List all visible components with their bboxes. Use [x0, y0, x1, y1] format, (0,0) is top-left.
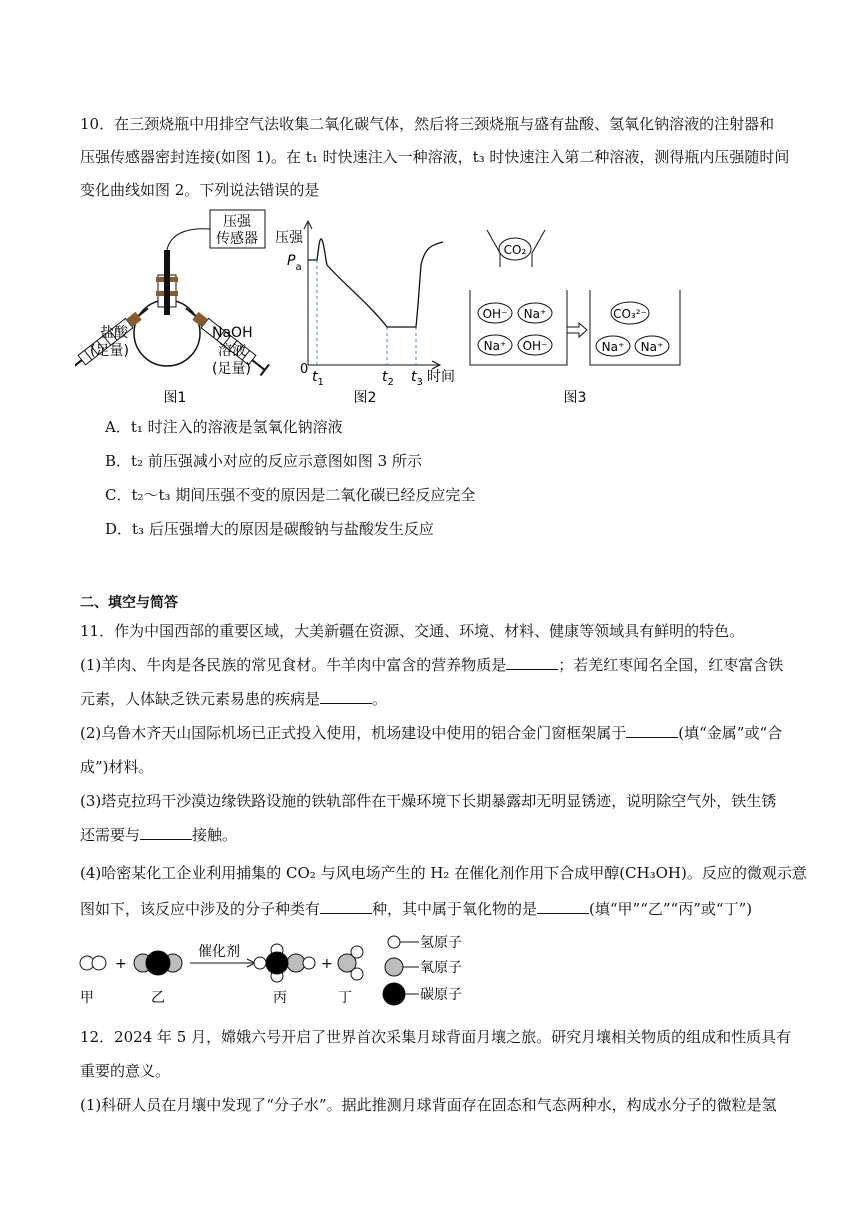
q11-part3-line1: (3)塔克拉玛干沙漠边缘铁路设施的铁轨部件在干燥环境下长期暴露却无明显锈迹，说明除空气外，铁生锈 — [80, 792, 777, 810]
x-axis-label: 时间 — [427, 369, 455, 385]
blank-disease[interactable] — [320, 689, 372, 704]
blank-molecule-count[interactable] — [320, 899, 372, 914]
option-c: C．t₂～t₃ 期间压强不变的原因是二氧化碳已经反应完全 — [105, 486, 476, 504]
option-d: D．t₃ 后压强增大的原因是碳酸钠与盐酸发生反应 — [105, 520, 434, 538]
q11-part1-line2: 元素，人体缺乏铁元素易患的疾病是 。 — [80, 690, 388, 708]
q11-part4-line2: 图如下，该反应中涉及的分子种类有 种，其中属于氧化物的是 (填“甲”“乙”“丙”或“丁”) — [80, 900, 753, 918]
figure-3-reaction — [470, 230, 680, 406]
right-label-3: (足量) — [212, 361, 251, 377]
blank-nutrient[interactable] — [506, 655, 558, 670]
label-bing: 丙 — [273, 990, 287, 1006]
section-heading: 二、填空与简答 — [80, 595, 178, 611]
right-label-2: 溶液 — [218, 343, 246, 359]
sensor-label-2: 传感器 — [216, 231, 258, 247]
blank-oxide[interactable] — [537, 899, 589, 914]
micro-reaction-diagram — [75, 930, 495, 1010]
ion-na-4-label: Na⁺ — [640, 340, 664, 354]
molecule-bing — [254, 944, 315, 982]
label-jia: 甲 — [80, 990, 94, 1006]
q11-intro: 11．作为中国西部的重要区域，大美新疆在资源、交通、环境、材料、健康等领域具有鲜明的特色。 — [80, 622, 745, 640]
sensor-probe — [164, 250, 170, 315]
y-axis-label: 压强 — [275, 230, 303, 246]
t3-label: $t_3$ — [411, 369, 423, 388]
ion-na-1-label: Na⁺ — [523, 307, 547, 321]
molecule-yi — [134, 951, 182, 975]
catalyst-label: 催化剂 — [198, 944, 240, 960]
legend-hydrogen: 氢原子 — [420, 935, 462, 951]
right-label-1: NaOH — [212, 325, 253, 341]
label-yi: 乙 — [151, 990, 165, 1006]
q11-part3-line2: 还需要与 接触。 — [80, 826, 238, 844]
ion-oh-2-label: OH⁻ — [522, 339, 548, 353]
figure-1-apparatus — [75, 210, 269, 406]
blank-rust-condition[interactable] — [140, 825, 192, 840]
molecule-ding — [338, 946, 363, 980]
figure-3-caption: 图3 — [563, 390, 587, 406]
legend — [383, 935, 462, 1005]
q11-part2-line1: (2)乌鲁木齐天山国际机场已正式投入使用，机场建设中使用的铝合金门窗框架属于 (填“金属”或“合 — [80, 724, 783, 742]
beaker-left — [470, 290, 567, 365]
reaction-arrow — [567, 323, 587, 337]
ion-na-3-label: Na⁺ — [601, 340, 625, 354]
q12-line-1: 12．2024 年 5 月，嫦娥六号开启了世界首次采集月球背面月壤之旅。研究月壤相关物质的组成和性质具有 — [80, 1028, 792, 1046]
blank-material[interactable] — [626, 723, 678, 738]
left-label-1: 盐酸 — [100, 325, 128, 341]
q12-line-3: (1)科研人员在月壤中发现了“分子水”。据此推测月球背面存在固态和气态两种水，构成水分子的微粒是氢 — [80, 1096, 777, 1114]
molecule-jia — [80, 956, 106, 970]
figure-2-pressure-graph — [275, 221, 455, 406]
co2-label: CO₂ — [503, 243, 527, 257]
q11-part2-line2: 成”)材料。 — [80, 758, 154, 776]
ion-co3-label: CO₃²⁻ — [613, 307, 647, 321]
q10-figures — [75, 205, 695, 410]
origin-label: 0 — [300, 362, 309, 377]
plus-1: + — [115, 956, 127, 972]
t2-label: $t_2$ — [382, 369, 394, 388]
legend-oxygen: 氧原子 — [420, 960, 462, 976]
q12-line-2: 重要的意义。 — [80, 1062, 171, 1080]
option-a: A．t₁ 时注入的溶液是氢氧化钠溶液 — [105, 418, 343, 436]
figure-1-caption: 图1 — [163, 390, 187, 406]
sensor-label-1: 压强 — [223, 214, 251, 230]
q11-part4-line1: (4)哈密某化工企业利用捕集的 CO₂ 与风电场产生的 H₂ 在催化剂作用下合成甲醇(CH₃OH)。反应的微观示意 — [80, 864, 807, 882]
ion-oh-1-label: OH⁻ — [482, 307, 508, 321]
q10-line-3: 变化曲线如图 2。下列说法错误的是 — [80, 181, 320, 199]
sensor-wire — [167, 229, 210, 250]
q10-line-1: 10．在三颈烧瓶中用排空气法收集二氧化碳气体，然后将三颈烧瓶与盛有盐酸、氢氧化钠溶液的注射器和 — [80, 115, 775, 133]
option-b: B．t₂ 前压强减小对应的反应示意图如图 3 所示 — [105, 452, 422, 470]
label-ding: 丁 — [338, 990, 352, 1006]
plus-2: + — [321, 956, 333, 972]
t1-label: $t_1$ — [312, 369, 324, 388]
q10-line-2: 压强传感器密封连接(如图 1)。在 t₁ 时快速注入一种溶液，t₃ 时快速注入第二种溶液，测得瓶内压强随时间 — [80, 148, 790, 166]
pressure-curve — [308, 239, 443, 327]
legend-carbon: 碳原子 — [420, 987, 462, 1003]
left-label-2: (足量) — [90, 343, 129, 359]
figure-2-caption: 图2 — [353, 390, 377, 406]
ion-na-2-label: Na⁺ — [483, 339, 507, 353]
pa-label: $P_a$ — [287, 253, 302, 273]
q11-part1-line1: (1)羊肉、牛肉是各民族的常见食材。牛羊肉中富含的营养物质是 ；若羌红枣闻名全国，红枣富含铁 — [80, 656, 784, 674]
